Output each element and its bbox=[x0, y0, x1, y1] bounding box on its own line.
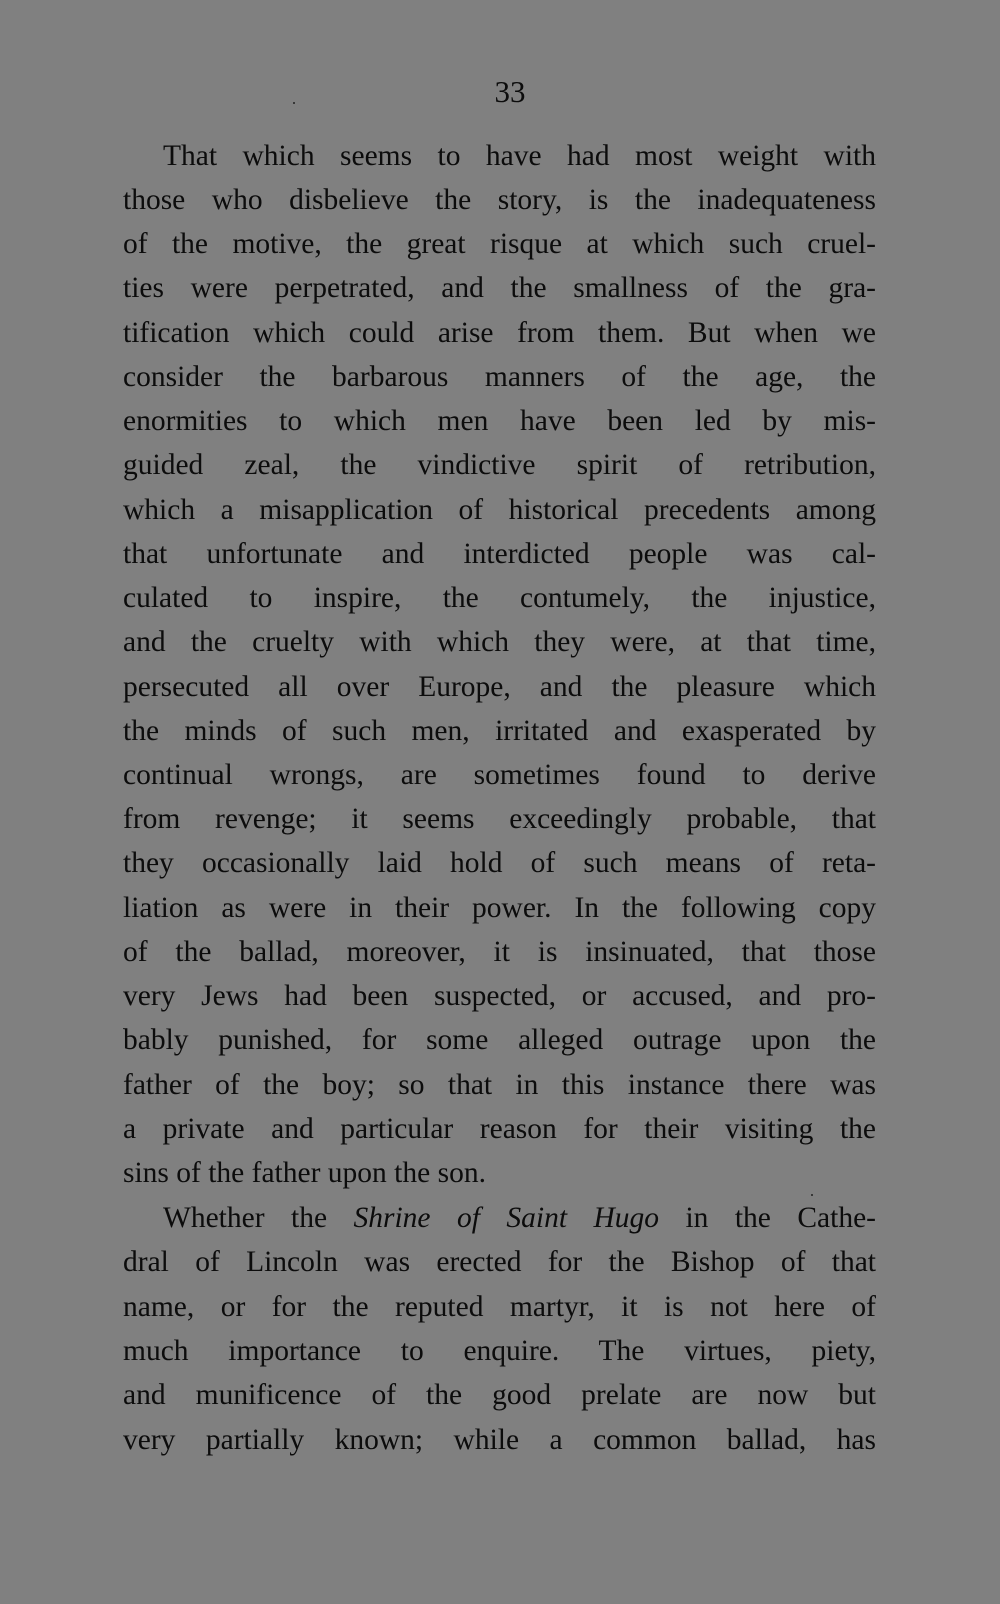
text-line: tification which could arise from them. But when we bbox=[123, 317, 876, 349]
text-line: that unfortunate and interdicted people was cal- bbox=[123, 538, 876, 570]
text-line: continual wrongs, are sometimes found to derive bbox=[123, 759, 876, 791]
text-line: and the cruelty with which they were, at that time, bbox=[123, 626, 876, 658]
text-line: consider the barbarous manners of the age, the bbox=[123, 361, 876, 393]
text-line: persecuted all over Europe, and the pleasure which bbox=[123, 671, 876, 703]
text-line: which a misapplication of historical precedents among bbox=[123, 494, 876, 526]
text-line bbox=[163, 1198, 876, 1238]
text-segment: Whether the bbox=[163, 1202, 354, 1234]
ink-speck bbox=[293, 102, 295, 104]
text-line: of the ballad, moreover, it is insinuated, that those bbox=[123, 936, 876, 968]
text-line: name, or for the reputed martyr, it is not here of bbox=[123, 1291, 876, 1323]
text-line: culated to inspire, the contumely, the injustice, bbox=[123, 582, 876, 614]
text-line: and munificence of the good prelate are now but bbox=[123, 1379, 876, 1411]
text-line: father of the boy; so that in this instance there was bbox=[123, 1069, 876, 1101]
text-line: a private and particular reason for their visiting the bbox=[123, 1113, 876, 1145]
text-line: of the motive, the great risque at which such cruel- bbox=[123, 228, 876, 260]
text-line: much importance to enquire. The virtues, piety, bbox=[123, 1335, 876, 1367]
text-line: they occasionally laid hold of such means of reta- bbox=[123, 847, 876, 879]
text-line: guided zeal, the vindictive spirit of retribution, bbox=[123, 449, 876, 481]
italic-title: Shrine of Saint Hugo bbox=[353, 1202, 660, 1234]
ink-speck bbox=[811, 1194, 813, 1196]
text-line: bably punished, for some alleged outrage upon the bbox=[123, 1024, 876, 1056]
text-line: the minds of such men, irritated and exasperated by bbox=[123, 715, 876, 747]
text-segment: in the Cathe- bbox=[659, 1202, 876, 1234]
text-line: dral of Lincoln was erected for the Bishop of that bbox=[123, 1246, 876, 1278]
text-line: very partially known; while a common ballad, has bbox=[123, 1424, 876, 1456]
text-line: very Jews had been suspected, or accused, and pro- bbox=[123, 980, 876, 1012]
text-line: That which seems to have had most weight with bbox=[163, 140, 876, 172]
page-number: 33 bbox=[494, 74, 526, 109]
text-line: sins of the father upon the son. bbox=[123, 1157, 486, 1189]
text-line: liation as were in their power. In the following copy bbox=[123, 892, 876, 924]
text-line: from revenge; it seems exceedingly probable, that bbox=[123, 803, 876, 835]
text-line: ties were perpetrated, and the smallness of the gra- bbox=[123, 272, 876, 304]
text-line: enormities to which men have been led by mis- bbox=[123, 405, 876, 437]
text-line: those who disbelieve the story, is the inadequateness bbox=[123, 184, 876, 216]
